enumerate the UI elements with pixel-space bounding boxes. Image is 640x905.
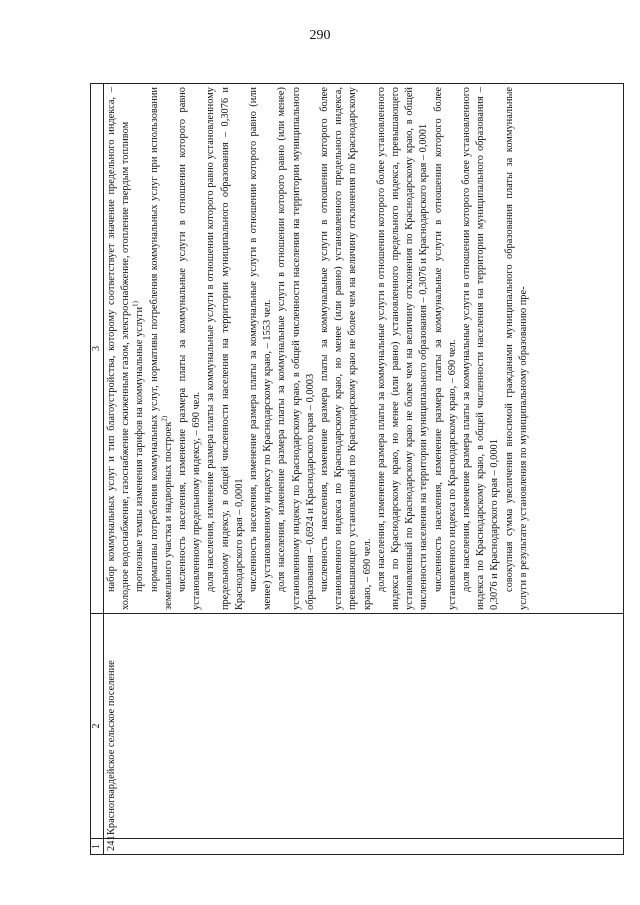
table-row — [104, 84, 624, 855]
parameter-line — [318, 87, 375, 610]
parameter-line — [460, 87, 503, 610]
parameter-text: численность населения, изменение размера платы за коммунальные услуги в отношении которого равно установленному предельному индексу, – 690 чел. — [177, 87, 203, 610]
parameter-line — [204, 87, 247, 610]
parameter-line — [503, 87, 531, 610]
page-number: 290 — [309, 28, 331, 43]
parameter-text: нормативы потребления коммунальных услуг, нормативы потребления коммунальных услуг при использовании земельного участка и надворных построек — [148, 87, 174, 610]
column-header: 2 — [91, 614, 104, 839]
parameter-text: доля населения, изменение размера платы за коммунальные услуги в отношении которого равно (или менее) установленному индексу по Краснодарскому краю, в общей численности населения на территории муниципального образования – 0,6924 и Краснодарского края – 0,0003 — [276, 87, 316, 610]
column-header: 3 — [91, 84, 104, 614]
footnote-marker: 2) — [160, 415, 169, 422]
parameter-text: численность населения, изменение размера платы за коммунальные услуги в отношении которого более установленного индекса по Краснодарскому краю, но менее (или равно) установленного предельного индекса, превышающего установленный по Краснодарскому краю не более чем на величину отклонения по Краснодарскому краю, – 690 чел. — [319, 87, 373, 610]
rotated-table-container — [90, 83, 624, 855]
parameter-line — [432, 87, 460, 610]
parameter-line — [176, 87, 204, 610]
row-number: 241 — [104, 839, 624, 855]
parameter-text: численность населения, изменение размера платы за коммунальные услуги в отношении которого равно (или менее) установленному индексу по Краснодарскому краю, – 1553 чел. — [248, 87, 274, 610]
footnote-marker: 1) — [131, 301, 140, 307]
parameter-line — [247, 87, 275, 610]
table-header-row — [91, 84, 104, 855]
column-header: 1 — [91, 839, 104, 855]
data-table — [90, 83, 624, 855]
municipality-name: Красногвардейское сельское поселение — [104, 614, 624, 839]
parameter-line — [148, 87, 176, 610]
parameter-text: прогнозные темпы изменения тарифов на коммунальные услуги — [134, 306, 146, 592]
parameter-line — [375, 87, 432, 610]
parameter-text: численность населения, изменение размера платы за коммунальные услуги в отношении которого более установленного индекса по Краснодарскому краю, – 690 чел. — [432, 87, 458, 610]
parameter-line — [133, 87, 147, 610]
parameter-text: доля населения, изменение размера платы за коммунальные услуги в отношении которого более установленного индекса по Краснодарскому краю, но менее (или равно) установленного предельного индекса, превышающего установленный по Краснодарскому краю не более чем на величину отклонения по Краснодарскому краю, в общей численности населения на территории муниципального образования – 0,3076 и Краснодарского края – 0,0001 — [375, 87, 430, 610]
parameter-list — [105, 87, 531, 610]
parameters-cell — [104, 84, 624, 614]
parameter-line — [105, 87, 133, 610]
parameter-text: доля населения, изменение размера платы за коммунальные услуги в отношении которого равно установленному предельному индексу, в общей численности населения на территории муниципального образования – 0,3076 и Краснодарского края – 0,0001 — [205, 87, 245, 610]
parameter-line — [275, 87, 318, 610]
parameter-text: доля населения, изменение размера платы за коммунальные услуги в отношении которого более установленного индекса по Краснодарскому краю, в общей численности населения на территории муниципального образования – 0,3076 и Краснодарского края – 0,0001 — [461, 87, 501, 610]
parameter-text: совокупная сумма увеличения вносимой гражданами муниципального образования платы за коммунальные услуги в результате установления по муниципальному образованию пре- — [503, 87, 529, 610]
parameter-text: набор коммунальных услуг и тип благоустройства, которому соответствует значение предельного индекса, – холодное водоснабжение, газоснабжение сжиженным газом, электроснабжение, отопление твердым топливом — [106, 87, 132, 610]
